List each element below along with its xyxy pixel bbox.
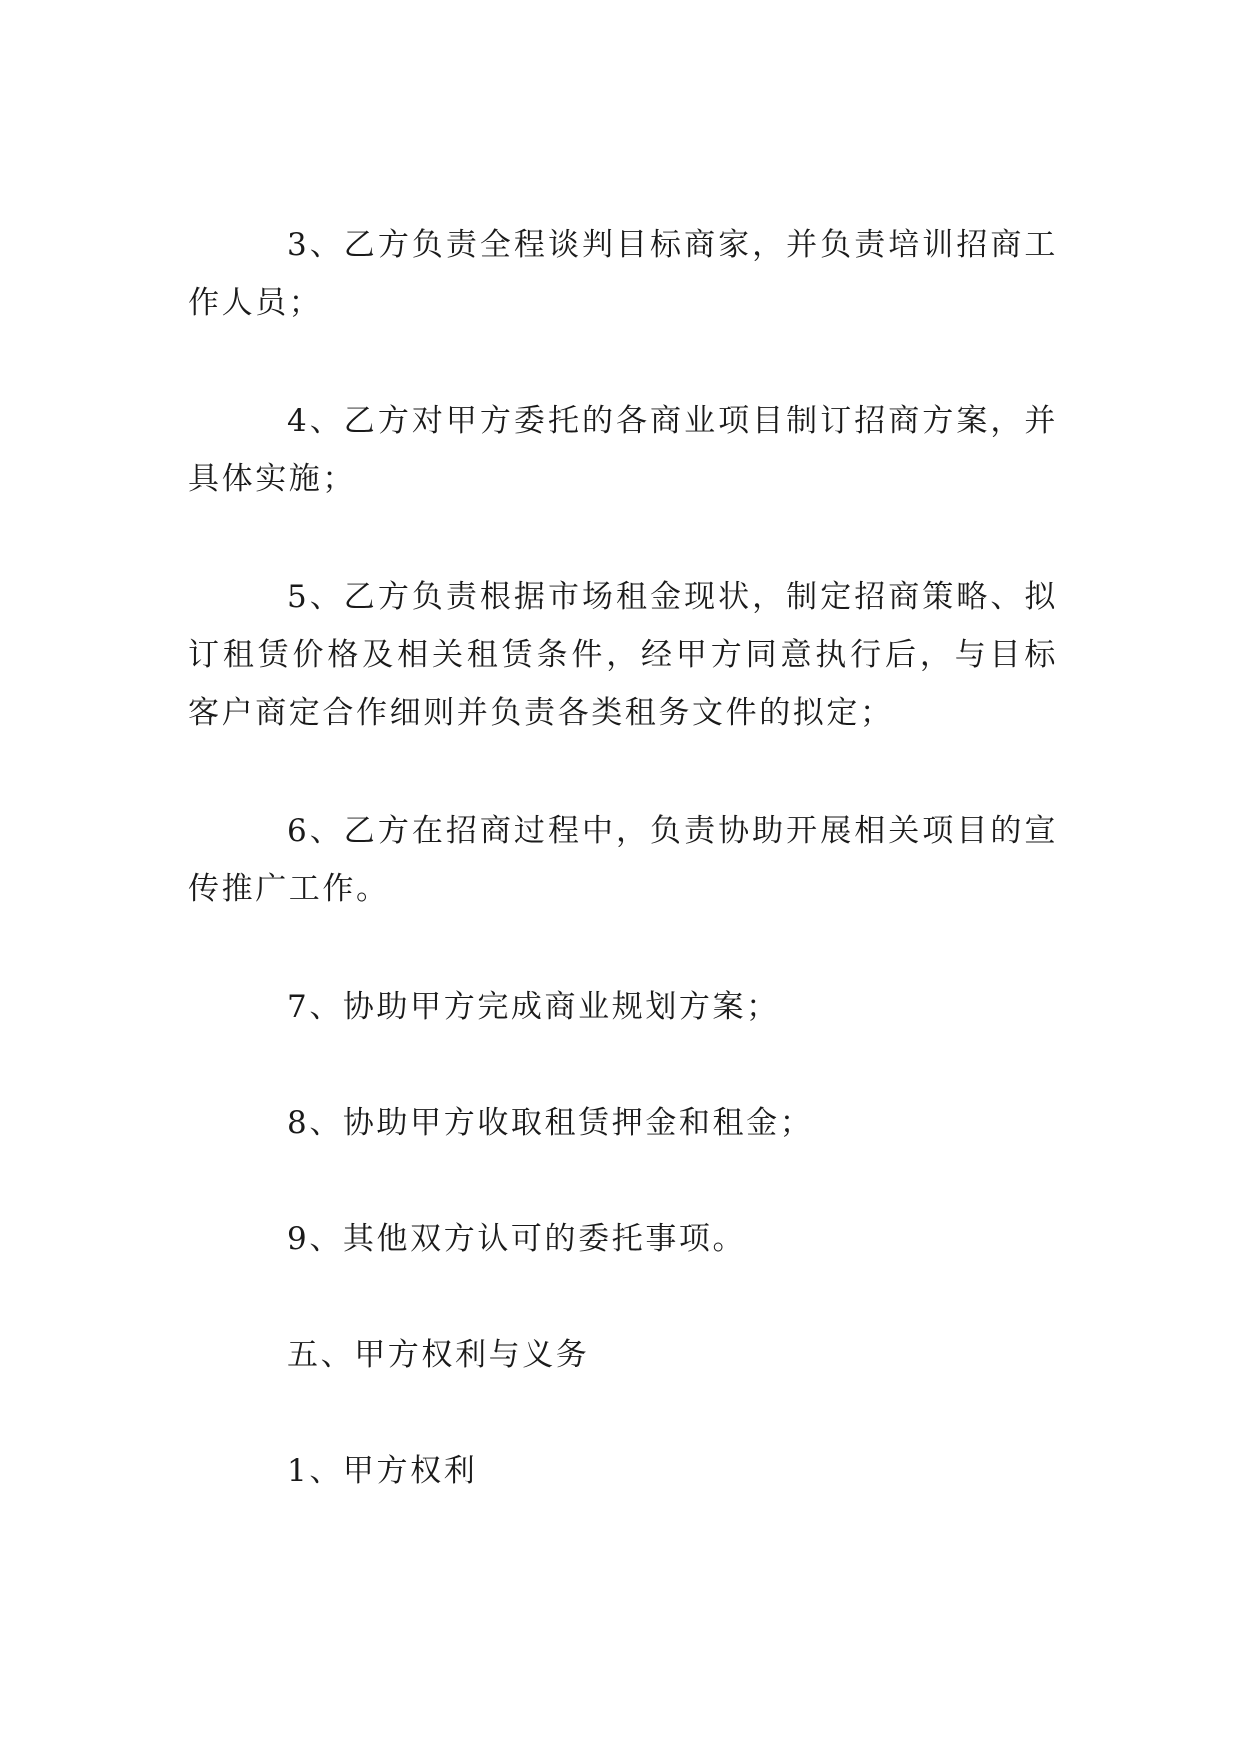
paragraph-item-4: 4、乙方对甲方委托的各商业项目制订招商方案，并具体实施； xyxy=(188,403,1058,497)
paragraph-item-6: 6、乙方在招商过程中，负责协助开展相关项目的宣传推广工作。 xyxy=(188,813,1058,907)
document-body xyxy=(188,216,1058,1558)
paragraph-item-8: 8、协助甲方收取租赁押金和租金； xyxy=(287,1105,814,1141)
subsection-heading: 1、甲方权利 xyxy=(287,1453,478,1489)
paragraph-item-3: 3、乙方负责全程谈判目标商家，并负责培训招商工作人员； xyxy=(188,227,1058,321)
paragraph-item-5: 5、乙方负责根据市场租金现状，制定招商策略、拟订租赁价格及相关租赁条件，经甲方同意执行后，与目标客户商定合作细则并负责各类租务文件的拟定； xyxy=(188,579,1058,731)
section-heading: 五、甲方权利与义务 xyxy=(287,1337,590,1373)
paragraph-item-7: 7、协助甲方完成商业规划方案； xyxy=(287,989,780,1025)
paragraph-item-9: 9、其他双方认可的委托事项。 xyxy=(287,1221,747,1257)
